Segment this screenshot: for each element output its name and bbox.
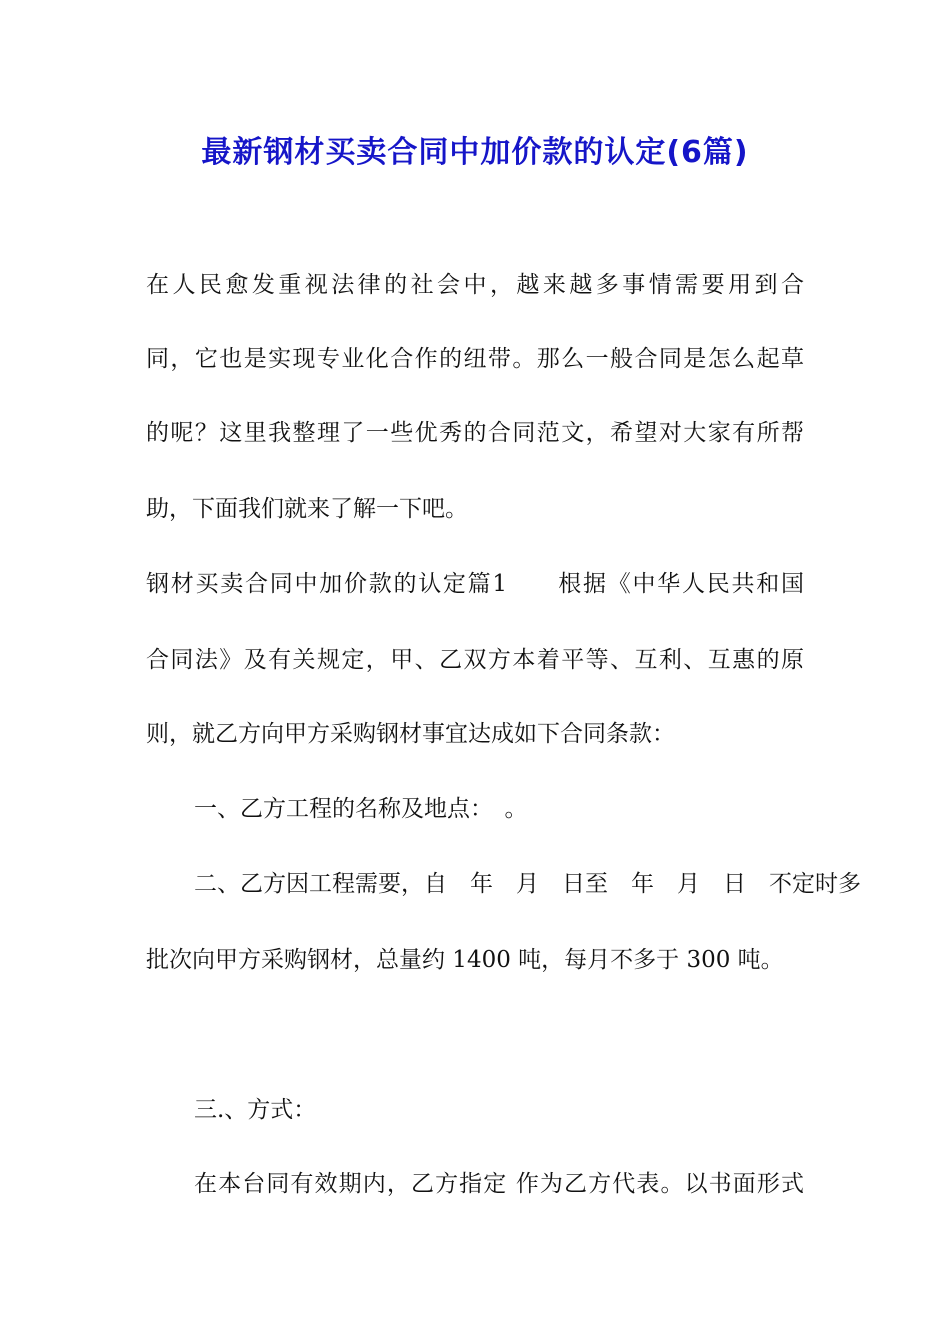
clause-1: 一、乙方工程的名称及地点： 。 [194, 796, 528, 822]
clause-2-line-2: 批次向甲方采购钢材，总量约 1400 吨，每月不多于 300 吨。 [146, 947, 784, 973]
intro-line-1: 在人民愈发重视法律的社会中，越来越多事情需要用到合 [146, 272, 804, 298]
intro-line-4: 助，下面我们就来了解一下吧。 [146, 496, 468, 522]
section1-line-3: 则，就乙方向甲方采购钢材事宜达成如下合同条款： [146, 721, 675, 747]
section1-heading-line: 钢材买卖合同中加价款的认定篇1 根据《中华人民共和国 [146, 571, 804, 597]
intro-line-2: 同，它也是实现专业化合作的纽带。那么一般合同是怎么起草 [146, 346, 804, 372]
clause-3-body: 在本台同有效期内，乙方指定 作为乙方代表。以书面形式 [194, 1171, 804, 1197]
page-title: 最新钢材买卖合同中加价款的认定(6篇) [201, 135, 749, 170]
intro-line-3: 的呢？这里我整理了一些优秀的合同范文，希望对大家有所帮 [146, 420, 804, 446]
section1-line-2: 合同法》及有关规定，甲、乙双方本着平等、互利、互惠的原 [146, 647, 804, 673]
clause-3-heading: 三.、方式： [194, 1097, 317, 1123]
clause-2-line-1: 二、乙方因工程需要，自 年 月 日至 年 月 日 不定时多 [194, 871, 861, 897]
